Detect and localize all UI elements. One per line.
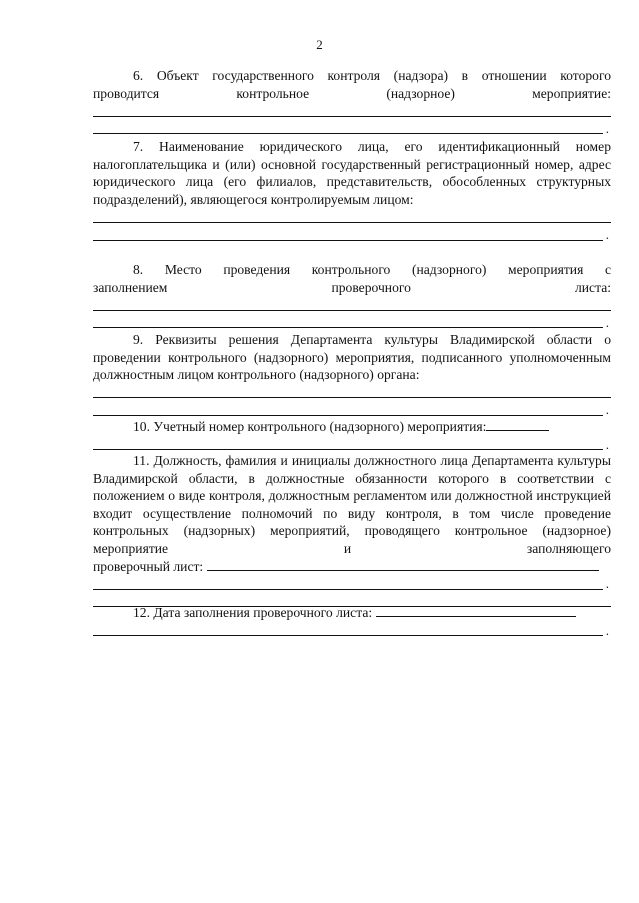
section-10-line	[93, 418, 611, 436]
section-9	[93, 331, 611, 419]
page-number: 2	[316, 37, 323, 52]
section-8-line-2: заполнением проверочного листа:	[93, 279, 611, 295]
section-10-fill-line-1[interactable]	[93, 436, 611, 454]
section-11-fill-line-1[interactable]	[93, 575, 611, 593]
section-12-end: .	[605, 622, 609, 638]
section-11	[93, 452, 611, 610]
section-10-end: .	[605, 436, 609, 452]
section-8-end: .	[605, 314, 609, 330]
section-8	[93, 261, 611, 331]
section-6-end: .	[605, 120, 609, 136]
section-9-fill-line-1[interactable]	[93, 384, 611, 402]
section-12-line	[93, 604, 611, 622]
section-8-fill-line-2[interactable]	[93, 314, 611, 332]
section-9-text: 9. Реквизиты решения Департамента культуры Владимирской области о проведении контрольного (надзорного) мероприятия, подписанного уполномоченным должностным лицом контрольного (надзорного) органа:	[93, 332, 611, 383]
section-7	[93, 138, 611, 244]
section-10	[93, 418, 611, 453]
section-11-last-line	[93, 558, 611, 576]
section-12-fill-line-1[interactable]	[93, 622, 611, 640]
section-7-fill-line-2[interactable]	[93, 226, 611, 244]
section-6-line-1: 6. Объект государственного контроля (надзора) в отношении которого	[133, 68, 611, 83]
section-10-fill-inline[interactable]	[486, 418, 549, 431]
section-8-line-1: 8. Место проведения контрольного (надзорного) мероприятия с	[133, 262, 611, 277]
section-6-fill-line-2[interactable]	[93, 120, 611, 138]
section-9-fill-line-2[interactable]	[93, 401, 611, 419]
section-11-last-text: проверочный лист:	[93, 558, 204, 574]
section-12-text: 12. Дата заполнения проверочного листа:	[133, 605, 373, 620]
section-11-text: 11. Должность, фамилия и инициалы должностного лица Департамента культуры Владимирской области, в должностные обязанности которого в соответствии с положением о виде контроля, должностным регламентом или должностной инструкцией входит осуществление полномочий по виду контроля, в том числе проведение контрольных (надзорных) мероприятий, проводящего контрольное (надзорное) мероприятие и заполняющего	[93, 453, 611, 556]
section-12	[93, 604, 611, 639]
section-10-text: 10. Учетный номер контрольного (надзорного) мероприятия:	[133, 419, 487, 434]
section-12-fill-inline[interactable]	[376, 604, 576, 617]
section-7-text: 7. Наименование юридического лица, его идентификационный номер налогоплательщика и (или) основной государственный регистрационный номер, адрес юридического лица (его филиалов, представительств, обособленных структурных подразделений), являющегося контролируемым лицом:	[93, 139, 611, 207]
section-6-line-2: проводится контрольное (надзорное) мероприятие:	[93, 85, 611, 101]
section-6-fill-line-1[interactable]	[93, 102, 611, 120]
section-11-fill-inline[interactable]	[207, 558, 599, 571]
section-6	[93, 67, 611, 137]
section-7-fill-line-1[interactable]	[93, 208, 611, 226]
section-7-end: .	[605, 226, 609, 242]
section-9-end: .	[605, 402, 609, 418]
section-8-fill-line-1[interactable]	[93, 296, 611, 314]
section-11-end: .	[605, 576, 609, 592]
